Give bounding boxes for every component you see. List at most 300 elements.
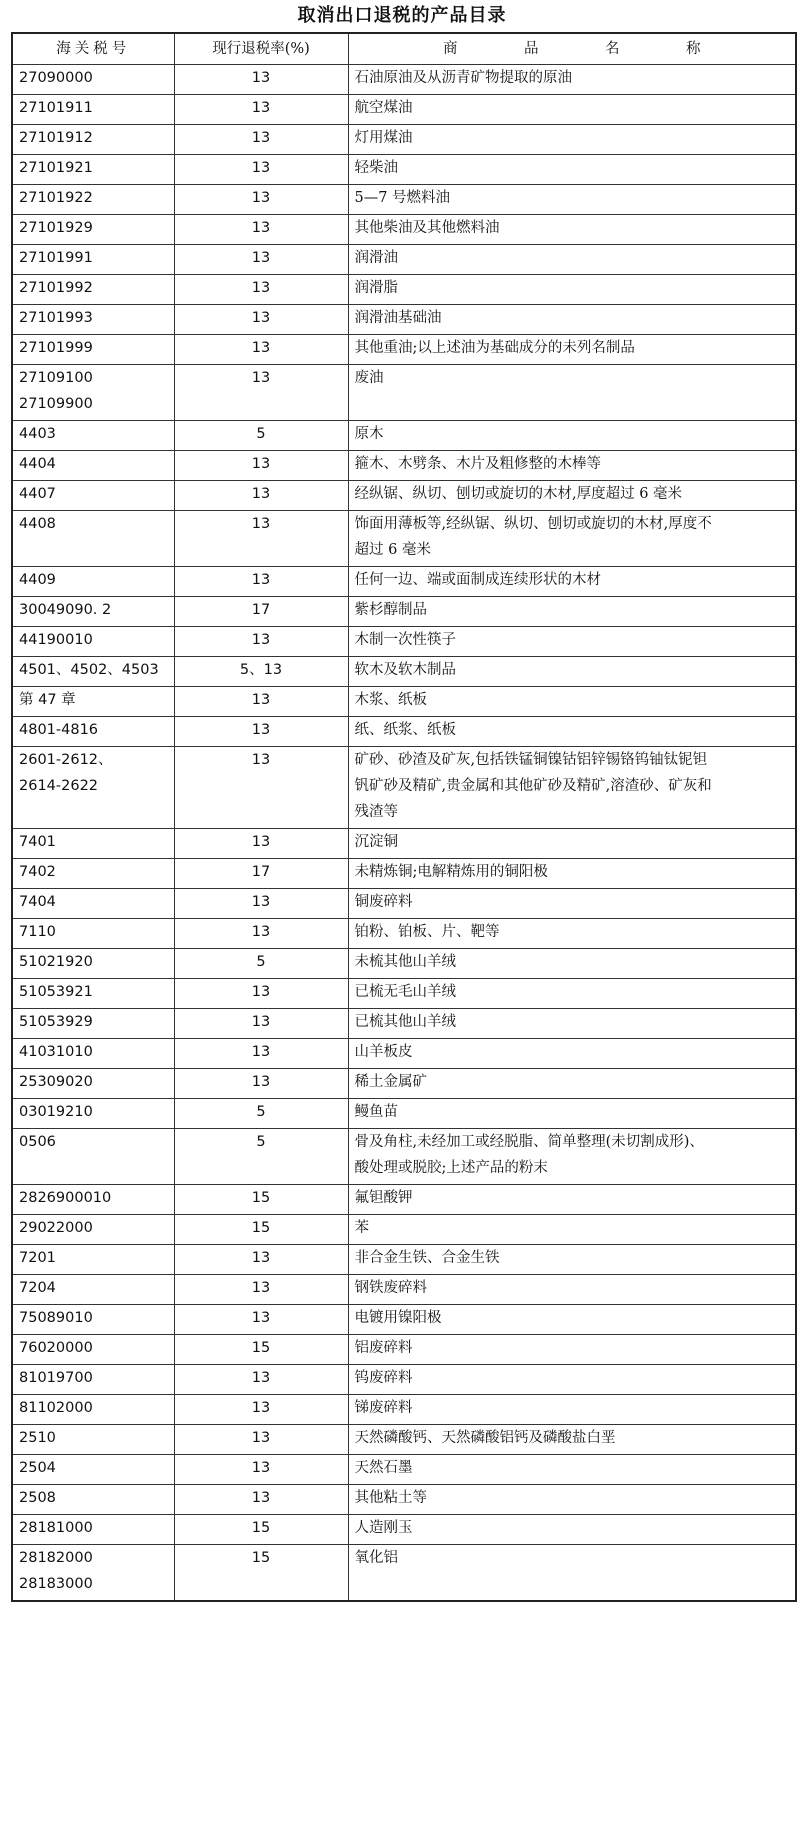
customs-code: 第 47 章 bbox=[19, 692, 76, 708]
product-name-cell bbox=[348, 511, 796, 567]
product-catalog-table bbox=[11, 32, 797, 1602]
product-name: 任何一边、端或面制成连续形状的木材 bbox=[354, 572, 601, 588]
product-name: 经纵锯、纵切、刨切或旋切的木材,厚度超过 6 毫米 bbox=[354, 486, 683, 502]
table-row bbox=[12, 1305, 796, 1335]
product-name: 纸、纸浆、纸板 bbox=[354, 722, 456, 738]
customs-code-cell bbox=[12, 1185, 174, 1215]
table-row bbox=[12, 1545, 796, 1601]
table-row bbox=[12, 95, 796, 125]
product-name: 木浆、纸板 bbox=[354, 692, 427, 708]
product-name: 软木及软木制品 bbox=[354, 662, 456, 678]
customs-code: 4409 bbox=[19, 572, 56, 588]
table-row bbox=[12, 919, 796, 949]
table-row bbox=[12, 451, 796, 481]
product-name: 锑废碎料 bbox=[354, 1400, 413, 1416]
product-name: 其他柴油及其他燃料油 bbox=[354, 220, 500, 236]
product-name-cell bbox=[348, 481, 796, 511]
product-name: 稀土金属矿 bbox=[354, 1074, 427, 1090]
product-name-cell bbox=[348, 1039, 796, 1069]
customs-code: 81102000 bbox=[19, 1400, 93, 1416]
customs-code: 7401 bbox=[19, 834, 56, 850]
customs-code: 51053929 bbox=[19, 1014, 93, 1030]
product-name-cell bbox=[348, 1305, 796, 1335]
customs-code-cell bbox=[12, 245, 174, 275]
customs-code: 7404 bbox=[19, 894, 56, 910]
customs-code-cell bbox=[12, 1485, 174, 1515]
product-name-cell bbox=[348, 717, 796, 747]
header-rebate-rate: 现行退税率(%) bbox=[174, 33, 348, 65]
rebate-rate: 13 bbox=[251, 220, 271, 236]
table-body bbox=[12, 65, 796, 1601]
product-name: 航空煤油 bbox=[354, 100, 413, 116]
product-name-cell bbox=[348, 155, 796, 185]
product-name-cell bbox=[348, 1335, 796, 1365]
product-name-cell bbox=[348, 1215, 796, 1245]
customs-code: 27101992 bbox=[19, 280, 93, 296]
product-name-cell bbox=[348, 567, 796, 597]
customs-code: 27101922 bbox=[19, 190, 93, 206]
header-product-name: 商 品 名 称 bbox=[348, 33, 796, 65]
table-row bbox=[12, 1365, 796, 1395]
rebate-rate-cell bbox=[174, 747, 348, 829]
customs-code: 30049090. 2 bbox=[19, 602, 112, 618]
product-name-cell bbox=[348, 919, 796, 949]
customs-code-cell bbox=[12, 1545, 174, 1601]
rebate-rate-cell bbox=[174, 889, 348, 919]
rebate-rate-cell bbox=[174, 1009, 348, 1039]
rebate-rate-cell bbox=[174, 1515, 348, 1545]
customs-code-cell bbox=[12, 481, 174, 511]
rebate-rate-cell bbox=[174, 687, 348, 717]
rebate-rate-cell bbox=[174, 1039, 348, 1069]
product-name-cell bbox=[348, 1515, 796, 1545]
rebate-rate: 13 bbox=[251, 130, 271, 146]
table-row bbox=[12, 305, 796, 335]
rebate-rate: 13 bbox=[251, 572, 271, 588]
rebate-rate-cell bbox=[174, 627, 348, 657]
customs-code-cell bbox=[12, 1395, 174, 1425]
customs-code: 28182000 bbox=[19, 1550, 93, 1566]
customs-code-cell bbox=[12, 1335, 174, 1365]
product-name: 天然石墨 bbox=[354, 1460, 413, 1476]
customs-code: 27109900 bbox=[19, 396, 93, 412]
rebate-rate: 13 bbox=[251, 160, 271, 176]
table-row bbox=[12, 889, 796, 919]
product-name-cell bbox=[348, 859, 796, 889]
customs-code-cell bbox=[12, 421, 174, 451]
table-row bbox=[12, 1185, 796, 1215]
rebate-rate-cell bbox=[174, 1129, 348, 1185]
rebate-rate-cell bbox=[174, 155, 348, 185]
rebate-rate: 13 bbox=[251, 894, 271, 910]
rebate-rate-cell bbox=[174, 511, 348, 567]
customs-code-cell bbox=[12, 95, 174, 125]
customs-code: 4404 bbox=[19, 456, 56, 472]
rebate-rate: 15 bbox=[251, 1550, 271, 1566]
product-name: 铜废碎料 bbox=[354, 894, 413, 910]
customs-code-cell bbox=[12, 215, 174, 245]
customs-code: 4501、4502、4503 bbox=[19, 662, 159, 678]
product-name-cell bbox=[348, 1275, 796, 1305]
rebate-rate: 17 bbox=[251, 602, 271, 618]
table-row bbox=[12, 1395, 796, 1425]
rebate-rate-cell bbox=[174, 275, 348, 305]
product-name: 石油原油及从沥青矿物提取的原油 bbox=[354, 70, 572, 86]
rebate-rate-cell bbox=[174, 919, 348, 949]
table-row bbox=[12, 1099, 796, 1129]
header-customs-code: 海关税号 bbox=[12, 33, 174, 65]
rebate-rate-cell bbox=[174, 1305, 348, 1335]
customs-code-cell bbox=[12, 1215, 174, 1245]
product-name: 箍木、木劈条、木片及粗修整的木棒等 bbox=[354, 456, 601, 472]
product-name: 木制一次性筷子 bbox=[354, 632, 456, 648]
customs-code: 41031010 bbox=[19, 1044, 93, 1060]
table-row bbox=[12, 1485, 796, 1515]
product-name-cell bbox=[348, 305, 796, 335]
rebate-rate-cell bbox=[174, 1099, 348, 1129]
table-row bbox=[12, 567, 796, 597]
table-row bbox=[12, 979, 796, 1009]
rebate-rate: 13 bbox=[251, 692, 271, 708]
customs-code-cell bbox=[12, 365, 174, 421]
customs-code: 7204 bbox=[19, 1280, 56, 1296]
table-row bbox=[12, 185, 796, 215]
customs-code-cell bbox=[12, 919, 174, 949]
table-row bbox=[12, 657, 796, 687]
table-row bbox=[12, 1215, 796, 1245]
product-name: 废油 bbox=[354, 370, 384, 386]
rebate-rate: 13 bbox=[251, 1074, 271, 1090]
product-name: 饰面用薄板等,经纵锯、纵切、刨切或旋切的木材,厚度不 bbox=[354, 516, 712, 532]
product-name: 未梳其他山羊绒 bbox=[354, 954, 456, 970]
table-row bbox=[12, 1515, 796, 1545]
customs-code: 7201 bbox=[19, 1250, 56, 1266]
rebate-rate-cell bbox=[174, 65, 348, 95]
customs-code: 27101999 bbox=[19, 340, 93, 356]
rebate-rate: 13 bbox=[251, 1310, 271, 1326]
rebate-rate-cell bbox=[174, 829, 348, 859]
customs-code-cell bbox=[12, 1515, 174, 1545]
rebate-rate-cell bbox=[174, 859, 348, 889]
rebate-rate-cell bbox=[174, 1455, 348, 1485]
rebate-rate-cell bbox=[174, 215, 348, 245]
table-row bbox=[12, 275, 796, 305]
customs-code: 4403 bbox=[19, 426, 56, 442]
product-name-cell bbox=[348, 747, 796, 829]
product-name-cell bbox=[348, 1185, 796, 1215]
customs-code-cell bbox=[12, 747, 174, 829]
customs-code: 03019210 bbox=[19, 1104, 93, 1120]
customs-code: 44190010 bbox=[19, 632, 93, 648]
product-name: 沉淀铜 bbox=[354, 834, 398, 850]
table-row bbox=[12, 155, 796, 185]
product-name-cell bbox=[348, 627, 796, 657]
customs-code: 27109100 bbox=[19, 370, 93, 386]
rebate-rate: 13 bbox=[251, 1460, 271, 1476]
rebate-rate-cell bbox=[174, 1485, 348, 1515]
rebate-rate: 13 bbox=[251, 1430, 271, 1446]
table-row bbox=[12, 627, 796, 657]
rebate-rate-cell bbox=[174, 567, 348, 597]
customs-code-cell bbox=[12, 305, 174, 335]
customs-code: 28183000 bbox=[19, 1576, 93, 1592]
product-name-cell bbox=[348, 1395, 796, 1425]
product-name-cell bbox=[348, 1485, 796, 1515]
product-name: 人造刚玉 bbox=[354, 1520, 413, 1536]
customs-code-cell bbox=[12, 1425, 174, 1455]
rebate-rate: 13 bbox=[251, 722, 271, 738]
rebate-rate-cell bbox=[174, 1365, 348, 1395]
rebate-rate: 13 bbox=[251, 340, 271, 356]
rebate-rate-cell bbox=[174, 949, 348, 979]
customs-code: 25309020 bbox=[19, 1074, 93, 1090]
rebate-rate: 15 bbox=[251, 1340, 271, 1356]
table-row bbox=[12, 1425, 796, 1455]
product-name: 残渣等 bbox=[354, 804, 398, 820]
rebate-rate: 15 bbox=[251, 1220, 271, 1236]
product-name: 钒矿砂及精矿,贵金属和其他矿砂及精矿,溶渣砂、矿灰和 bbox=[354, 778, 712, 794]
product-name-cell bbox=[348, 275, 796, 305]
rebate-rate: 13 bbox=[251, 250, 271, 266]
customs-code-cell bbox=[12, 1245, 174, 1275]
product-name-cell bbox=[348, 597, 796, 627]
customs-code-cell bbox=[12, 597, 174, 627]
table-row bbox=[12, 597, 796, 627]
rebate-rate: 13 bbox=[251, 70, 271, 86]
customs-code-cell bbox=[12, 275, 174, 305]
customs-code: 27101921 bbox=[19, 160, 93, 176]
product-name-cell bbox=[348, 215, 796, 245]
product-name-cell bbox=[348, 95, 796, 125]
rebate-rate-cell bbox=[174, 185, 348, 215]
rebate-rate-cell bbox=[174, 1245, 348, 1275]
product-name: 润滑油基础油 bbox=[354, 310, 442, 326]
customs-code: 28181000 bbox=[19, 1520, 93, 1536]
product-name-cell bbox=[348, 687, 796, 717]
customs-code: 27101929 bbox=[19, 220, 93, 236]
rebate-rate: 13 bbox=[251, 834, 271, 850]
rebate-rate: 13 bbox=[251, 1014, 271, 1030]
rebate-rate-cell bbox=[174, 597, 348, 627]
rebate-rate-cell bbox=[174, 421, 348, 451]
rebate-rate-cell bbox=[174, 365, 348, 421]
rebate-rate: 13 bbox=[251, 456, 271, 472]
customs-code-cell bbox=[12, 1129, 174, 1185]
customs-code-cell bbox=[12, 889, 174, 919]
rebate-rate: 13 bbox=[251, 100, 271, 116]
product-name: 其他粘土等 bbox=[354, 1490, 427, 1506]
product-name: 苯 bbox=[354, 1220, 369, 1236]
customs-code-cell bbox=[12, 65, 174, 95]
product-name-cell bbox=[348, 1009, 796, 1039]
product-name: 鳗鱼苗 bbox=[354, 1104, 398, 1120]
product-name-cell bbox=[348, 949, 796, 979]
product-name: 天然磷酸钙、天然磷酸铝钙及磷酸盐白垩 bbox=[354, 1430, 616, 1446]
rebate-rate-cell bbox=[174, 1395, 348, 1425]
rebate-rate-cell bbox=[174, 1335, 348, 1365]
customs-code: 2826900010 bbox=[19, 1190, 112, 1206]
rebate-rate-cell bbox=[174, 245, 348, 275]
product-name-cell bbox=[348, 829, 796, 859]
customs-code-cell bbox=[12, 1455, 174, 1485]
customs-code: 4407 bbox=[19, 486, 56, 502]
product-name: 电镀用镍阳极 bbox=[354, 1310, 442, 1326]
customs-code-cell bbox=[12, 155, 174, 185]
table-row bbox=[12, 421, 796, 451]
table-row bbox=[12, 829, 796, 859]
rebate-rate: 5 bbox=[256, 954, 266, 970]
rebate-rate: 17 bbox=[251, 864, 271, 880]
rebate-rate: 13 bbox=[251, 486, 271, 502]
product-name-cell bbox=[348, 1129, 796, 1185]
rebate-rate: 13 bbox=[251, 516, 271, 532]
product-name-cell bbox=[348, 65, 796, 95]
product-name-cell bbox=[348, 1365, 796, 1395]
table-row bbox=[12, 65, 796, 95]
table-header-row bbox=[12, 33, 796, 65]
product-name-cell bbox=[348, 1069, 796, 1099]
product-name: 山羊板皮 bbox=[354, 1044, 413, 1060]
product-name: 酸处理或脱胶;上述产品的粉末 bbox=[354, 1160, 548, 1176]
rebate-rate: 13 bbox=[251, 190, 271, 206]
customs-code: 2614-2622 bbox=[19, 778, 99, 794]
customs-code-cell bbox=[12, 1365, 174, 1395]
table-row bbox=[12, 1275, 796, 1305]
product-name: 未精炼铜;电解精炼用的铜阳极 bbox=[354, 864, 548, 880]
rebate-rate-cell bbox=[174, 335, 348, 365]
product-name: 氟钽酸钾 bbox=[354, 1190, 413, 1206]
table-row bbox=[12, 1335, 796, 1365]
table-row bbox=[12, 365, 796, 421]
rebate-rate-cell bbox=[174, 95, 348, 125]
table-row bbox=[12, 859, 796, 889]
rebate-rate-cell bbox=[174, 1275, 348, 1305]
product-name: 铝废碎料 bbox=[354, 1340, 413, 1356]
customs-code-cell bbox=[12, 657, 174, 687]
product-name: 骨及角柱,未经加工或经脱脂、简单整理(未切割成形)、 bbox=[354, 1134, 704, 1150]
customs-code-cell bbox=[12, 335, 174, 365]
customs-code-cell bbox=[12, 949, 174, 979]
customs-code: 27090000 bbox=[19, 70, 93, 86]
table-row bbox=[12, 125, 796, 155]
rebate-rate: 5 bbox=[256, 1134, 266, 1150]
rebate-rate-cell bbox=[174, 1425, 348, 1455]
rebate-rate-cell bbox=[174, 481, 348, 511]
table-row bbox=[12, 747, 796, 829]
customs-code-cell bbox=[12, 859, 174, 889]
rebate-rate-cell bbox=[174, 1185, 348, 1215]
customs-code: 0506 bbox=[19, 1134, 56, 1150]
customs-code-cell bbox=[12, 687, 174, 717]
product-name-cell bbox=[348, 1455, 796, 1485]
rebate-rate-cell bbox=[174, 657, 348, 687]
customs-code-cell bbox=[12, 451, 174, 481]
rebate-rate: 15 bbox=[251, 1520, 271, 1536]
customs-code: 81019700 bbox=[19, 1370, 93, 1386]
product-name: 润滑脂 bbox=[354, 280, 398, 296]
rebate-rate: 5 bbox=[256, 426, 266, 442]
rebate-rate: 13 bbox=[251, 924, 271, 940]
customs-code-cell bbox=[12, 1009, 174, 1039]
rebate-rate-cell bbox=[174, 1215, 348, 1245]
product-name: 5—7 号燃料油 bbox=[354, 190, 451, 206]
product-name-cell bbox=[348, 451, 796, 481]
rebate-rate: 13 bbox=[251, 1280, 271, 1296]
customs-code: 2508 bbox=[19, 1490, 56, 1506]
product-name-cell bbox=[348, 889, 796, 919]
product-name-cell bbox=[348, 1545, 796, 1601]
customs-code: 2601-2612、 bbox=[19, 752, 113, 768]
product-name-cell bbox=[348, 1245, 796, 1275]
rebate-rate-cell bbox=[174, 1545, 348, 1601]
customs-code: 51053921 bbox=[19, 984, 93, 1000]
product-name-cell bbox=[348, 1425, 796, 1455]
customs-code-cell bbox=[12, 567, 174, 597]
customs-code: 27101991 bbox=[19, 250, 93, 266]
rebate-rate-cell bbox=[174, 717, 348, 747]
rebate-rate-cell bbox=[174, 1069, 348, 1099]
table-row bbox=[12, 245, 796, 275]
product-name-cell bbox=[348, 421, 796, 451]
customs-code: 2504 bbox=[19, 1460, 56, 1476]
product-name-cell bbox=[348, 657, 796, 687]
product-name: 钢铁废碎料 bbox=[354, 1280, 427, 1296]
table-row bbox=[12, 335, 796, 365]
table-row bbox=[12, 949, 796, 979]
product-name: 已梳无毛山羊绒 bbox=[354, 984, 456, 1000]
table-row bbox=[12, 1129, 796, 1185]
product-name-cell bbox=[348, 185, 796, 215]
customs-code-cell bbox=[12, 1099, 174, 1129]
customs-code: 27101911 bbox=[19, 100, 93, 116]
customs-code: 4408 bbox=[19, 516, 56, 532]
customs-code-cell bbox=[12, 1039, 174, 1069]
product-name: 钨废碎料 bbox=[354, 1370, 413, 1386]
rebate-rate: 13 bbox=[251, 752, 271, 768]
product-name: 铂粉、铂板、片、靶等 bbox=[354, 924, 500, 940]
customs-code: 27101993 bbox=[19, 310, 93, 326]
customs-code-cell bbox=[12, 511, 174, 567]
table-row bbox=[12, 511, 796, 567]
rebate-rate-cell bbox=[174, 451, 348, 481]
rebate-rate: 13 bbox=[251, 1250, 271, 1266]
rebate-rate: 13 bbox=[251, 1400, 271, 1416]
product-name: 超过 6 毫米 bbox=[354, 542, 431, 558]
customs-code: 76020000 bbox=[19, 1340, 93, 1356]
rebate-rate: 13 bbox=[251, 632, 271, 648]
product-name-cell bbox=[348, 1099, 796, 1129]
rebate-rate: 13 bbox=[251, 984, 271, 1000]
customs-code: 7110 bbox=[19, 924, 56, 940]
product-name: 轻柴油 bbox=[354, 160, 398, 176]
customs-code: 4801-4816 bbox=[19, 722, 99, 738]
product-name-cell bbox=[348, 245, 796, 275]
product-name: 原木 bbox=[354, 426, 384, 442]
table-row bbox=[12, 1069, 796, 1099]
rebate-rate-cell bbox=[174, 979, 348, 1009]
customs-code: 75089010 bbox=[19, 1310, 93, 1326]
customs-code-cell bbox=[12, 829, 174, 859]
table-row bbox=[12, 1455, 796, 1485]
customs-code: 51021920 bbox=[19, 954, 93, 970]
rebate-rate: 13 bbox=[251, 1370, 271, 1386]
product-name: 矿砂、砂渣及矿灰,包括铁锰铜镍钴铝锌锡铬钨铀钛铌钽 bbox=[354, 752, 708, 768]
customs-code-cell bbox=[12, 1275, 174, 1305]
customs-code-cell bbox=[12, 627, 174, 657]
rebate-rate: 5、13 bbox=[239, 662, 283, 678]
product-name: 紫杉醇制品 bbox=[354, 602, 427, 618]
product-name-cell bbox=[348, 365, 796, 421]
